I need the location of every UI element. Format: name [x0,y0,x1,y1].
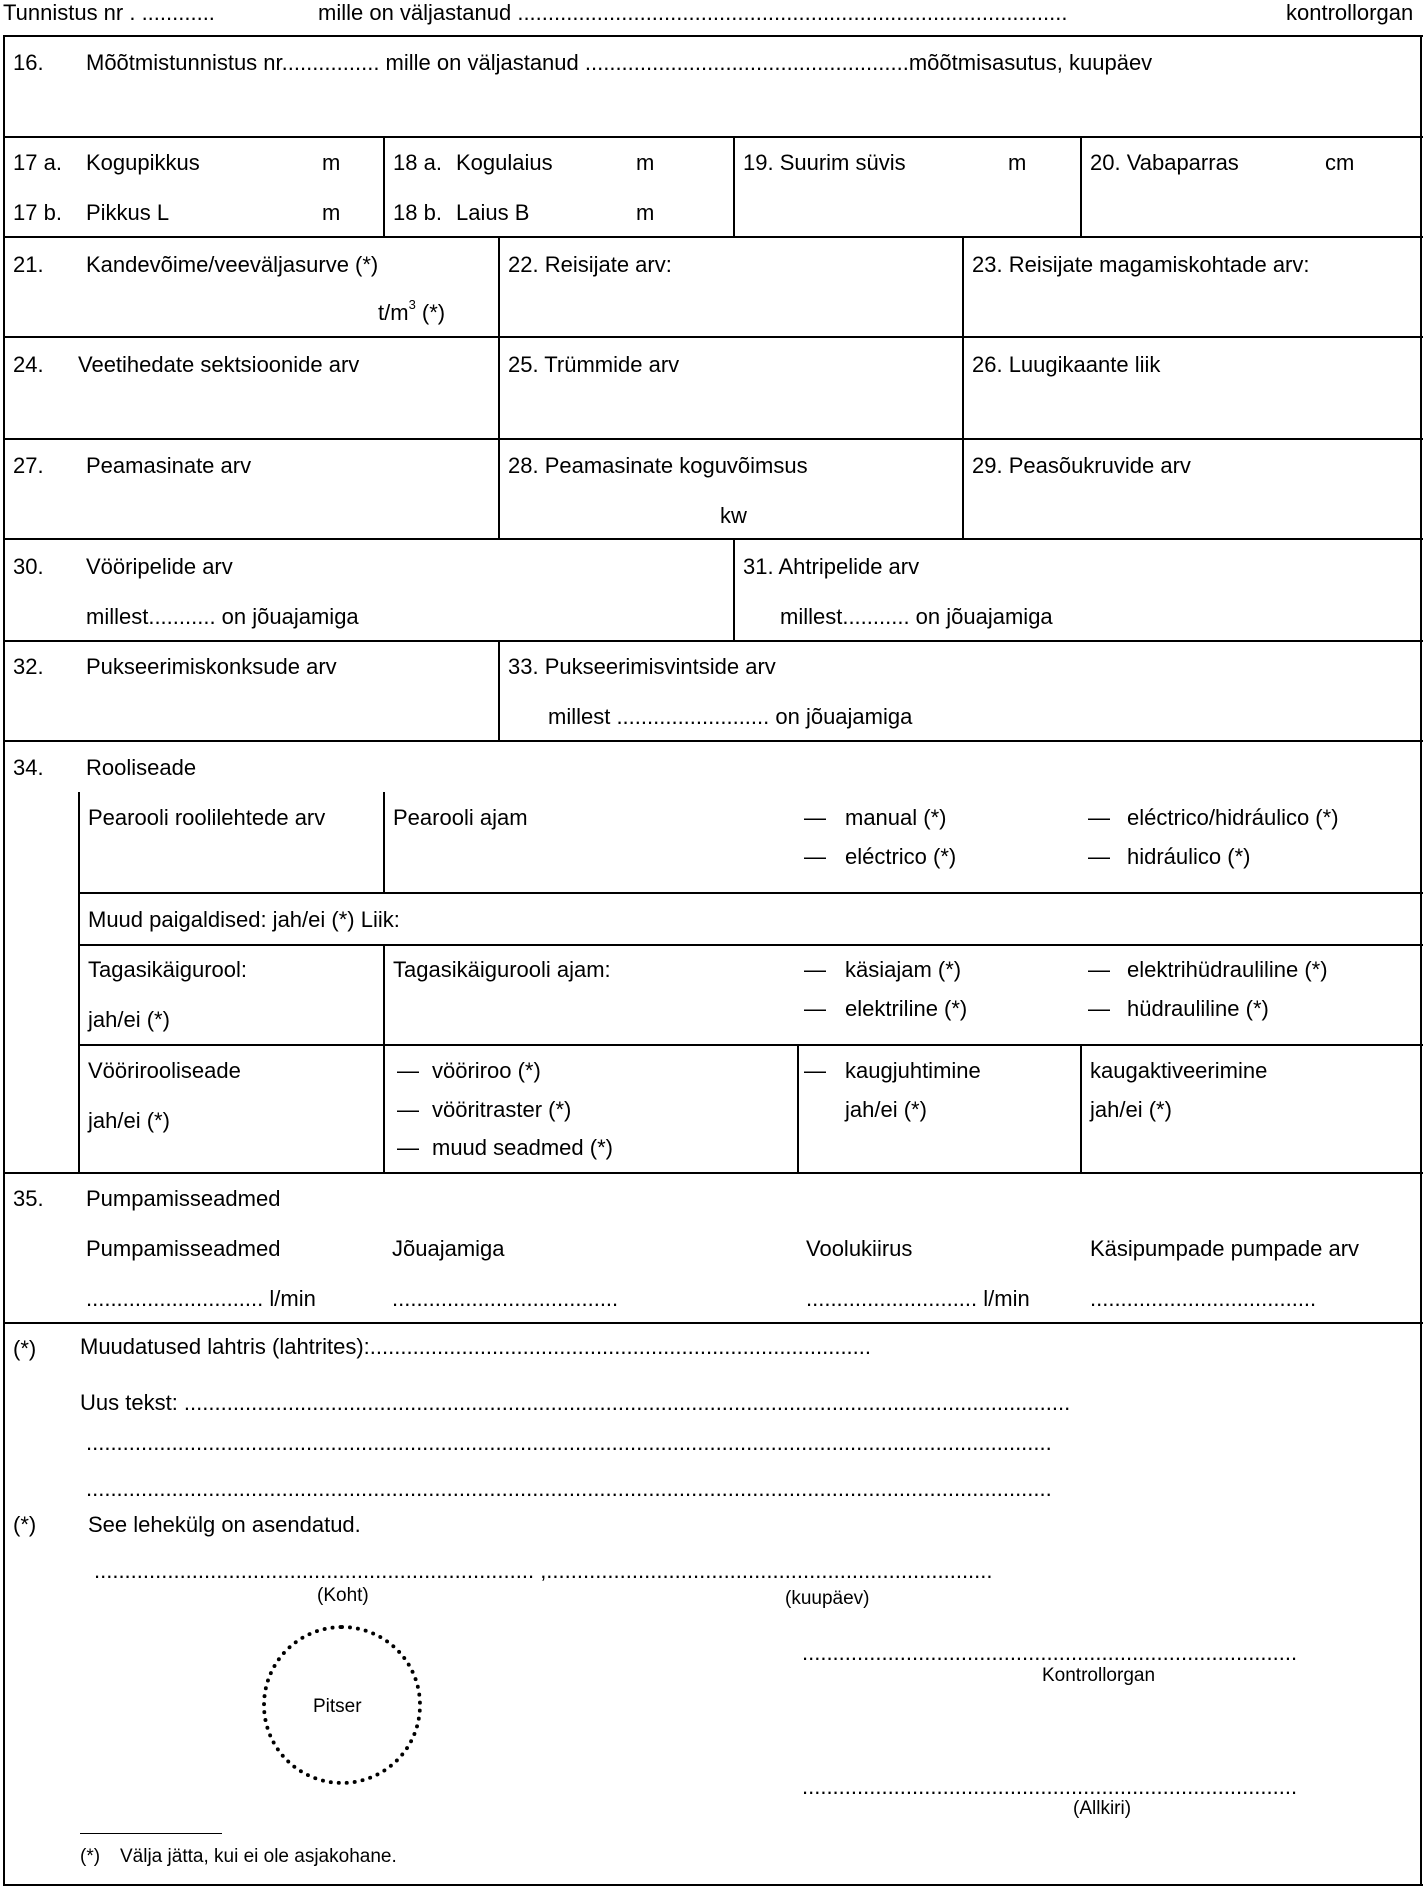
field-34-num: 34. [13,755,44,780]
field-18b-unit: m [636,200,655,225]
field-28-unit: kw [720,503,747,528]
other-installations: Muud paigaldised: jah/ei (*) Liik: [88,907,400,932]
field-17a-unit: m [322,150,341,175]
field-33-sub: millest ......................... on jõuajamiga [548,704,913,729]
field-35-num: 35. [13,1186,44,1211]
field-32-label: Pukseerimiskonksude arv [86,654,337,679]
field-22-label: 22. Reisijate arv: [508,252,672,277]
row-divider [3,236,1423,238]
col-divider [383,792,385,892]
dash-icon: — [804,957,826,982]
field-32-num: 32. [13,654,44,679]
field-20-unit: cm [1325,150,1355,175]
reverse-rudder: Tagasikäigurool: [88,957,247,982]
date-label: (kuupäev) [785,1588,870,1609]
new-text-line-3: .............................................................................................................................................................. [86,1476,1052,1501]
field-31-label: 31. Ahtripelide arv [743,554,920,579]
field-25-label: 25. Trümmide arv [508,352,680,377]
pump-col-2: Jõuajamiga [392,1236,505,1261]
pump-col-4: Käsipumpade pumpade arv [1090,1236,1360,1261]
dash-icon: — [397,1058,419,1083]
dash-icon: — [804,844,826,869]
footnote-mark: (*) [80,1846,101,1867]
dash-icon: — [1088,957,1110,982]
field-19-label: 19. Suurim süvis [743,150,906,175]
col-divider [797,1044,799,1172]
row-divider [78,944,1423,946]
frame-line [1420,35,1422,1886]
row-divider [3,1322,1423,1324]
field-19-unit: m [1008,150,1027,175]
opt-elektrihudrauliline: elektrihüdrauliline (*) [1127,957,1328,982]
replaced-mark: (*) [13,1512,37,1537]
pump-value-3: ............................ l/min [806,1286,1030,1311]
place-label: (Koht) [317,1585,369,1606]
col-divider [498,236,500,538]
row-divider [3,1172,1423,1174]
field-27-num: 27. [13,453,44,478]
reverse-rudder-drive: Tagasikäigurooli ajam: [393,957,611,982]
field-18a-unit: m [636,150,655,175]
opt-vooriroo: vööriroo (*) [432,1058,541,1083]
col-divider [962,236,964,538]
pump-value-2: ..................................... [392,1286,619,1311]
place-date-dots: ........................................................................ ,......................................................................... [94,1558,993,1583]
field-29-label: 29. Peasõukruvide arv [972,453,1191,478]
dash-icon: — [804,805,826,830]
pump-col-3: Voolukiirus [806,1236,913,1261]
pump-value-1: ............................. l/min [86,1286,316,1311]
pump-value-4: ..................................... [1090,1286,1317,1311]
footnote-text: Välja jätta, kui ei ole asjakohane. [120,1846,397,1867]
row-divider [3,538,1423,540]
col-divider [733,136,735,236]
col-divider [78,792,80,1172]
row-divider [3,336,1423,338]
field-17b-label: Pikkus L [86,200,170,225]
seal-label: Pitser [313,1696,362,1717]
opt-manual: manual (*) [845,805,947,830]
dash-icon: — [804,996,826,1021]
frame-line [3,35,1423,37]
field-27-label: Peamasinate arv [86,453,252,478]
control-body-dots: ................................................................................. [802,1640,1298,1665]
frame-line [3,35,5,1886]
field-17a-num: 17 a. [13,150,62,175]
bow-steering: Vöörirooliseade [88,1058,241,1083]
col-divider [1080,1044,1082,1172]
col-divider [498,640,500,740]
signature-dots: ................................................................................. [802,1774,1298,1799]
col-divider [733,538,735,640]
field-26-label: 26. Luugikaante liik [972,352,1161,377]
field-30-num: 30. [13,554,44,579]
field-28-label: 28. Peamasinate koguvõimsus [508,453,808,478]
unit-sup: 3 [408,297,416,312]
pump-col-1: Pumpamisseadmed [86,1236,281,1261]
field-17a-label: Kogupikkus [86,150,200,175]
col-divider [1080,136,1082,236]
field-35-label: Pumpamisseadmed [86,1186,281,1211]
opt-hidraulico: hidráulico (*) [1127,844,1251,869]
bow-steering-yesno: jah/ei (*) [88,1108,170,1133]
row-divider [78,892,1423,894]
remote-activation-yesno: jah/ei (*) [1090,1097,1172,1122]
opt-hudrauliline: hüdrauliline (*) [1127,996,1269,1021]
field-20-label: 20. Vabaparras [1090,150,1239,175]
field-30-label: Vööripelide arv [86,554,233,579]
dash-icon: — [1088,805,1110,830]
new-text: Uus tekst: ................................................................................................................................................. [80,1390,1071,1415]
dash-icon: — [1088,844,1110,869]
field-34-label: Rooliseade [86,755,197,780]
field-16-num: 16. [13,50,44,75]
row-divider [3,136,1423,138]
field-24-num: 24. [13,352,44,377]
col-divider [383,136,385,236]
field-31-sub: millest........... on jõuajamiga [780,604,1053,629]
field-21-unit [378,297,446,325]
reverse-rudder-yesno: jah/ei (*) [88,1007,170,1032]
remote-activation: kaugaktiveerimine [1090,1058,1268,1083]
issued-by: mille on väljastanud .......................................................................................... [318,0,1068,25]
opt-muud-seadmed: muud seadmed (*) [432,1135,613,1160]
opt-vooritraster: vööritraster (*) [432,1097,572,1122]
changes-mark: (*) [13,1336,37,1361]
unit-tail: (*) [415,300,446,325]
field-18b-label: Laius B [456,200,530,225]
field-33-label: 33. Pukseerimisvintside arv [508,654,776,679]
field-21-num: 21. [13,252,44,277]
opt-elektriline: elektriline (*) [845,996,968,1021]
field-24-label: Veetihedate sektsioonide arv [78,352,360,377]
opt-electrico: eléctrico (*) [845,844,957,869]
dash-icon: — [397,1097,419,1122]
dash-icon: — [804,1058,826,1083]
field-18a-num: 18 a. [393,150,442,175]
row-divider [3,740,1423,742]
dash-icon: — [1088,996,1110,1021]
opt-kasiajam: käsiajam (*) [845,957,962,982]
certificate-number: Tunnistus nr . ............ [3,0,215,25]
signature-label: (Allkiri) [1073,1798,1132,1819]
col-divider [383,944,385,1044]
new-text-line-2: .............................................................................................................................................................. [86,1430,1052,1455]
field-21-label: Kandevõime/veeväljasurve (*) [86,252,379,277]
main-rudder-blades: Pearooli roolilehtede arv [88,805,326,830]
remote-control-yesno: jah/ei (*) [845,1097,927,1122]
unit-main: t/m [378,300,409,325]
page-replaced: See lehekülg on asendatud. [88,1512,361,1537]
control-body-sign-label: Kontrollorgan [1042,1665,1156,1686]
field-18b-num: 18 b. [393,200,442,225]
row-divider [3,438,1423,440]
frame-line [3,1884,1423,1886]
changes-text: Muudatused lahtris (lahtrites):.................................................................................. [80,1334,872,1359]
field-16-text: Mõõtmistunnistus nr................ mille on väljastanud .....................................................mõõtmisasutus, kuupäev [86,50,1153,75]
row-divider [78,1044,1423,1046]
opt-electrico-hidraulico: eléctrico/hidráulico (*) [1127,805,1339,830]
field-23-label: 23. Reisijate magamiskohtade arv: [972,252,1310,277]
col-divider [383,1044,385,1172]
field-30-sub: millest........... on jõuajamiga [86,604,359,629]
footnote-rule [80,1833,222,1834]
opt-kaugjuhtimine: kaugjuhtimine [845,1058,981,1083]
main-rudder-drive: Pearooli ajam [393,805,528,830]
field-18a-label: Kogulaius [456,150,553,175]
field-17b-unit: m [322,200,341,225]
dash-icon: — [397,1135,419,1160]
field-17b-num: 17 b. [13,200,62,225]
row-divider [3,640,1423,642]
control-body-label: kontrollorgan [1286,0,1414,25]
